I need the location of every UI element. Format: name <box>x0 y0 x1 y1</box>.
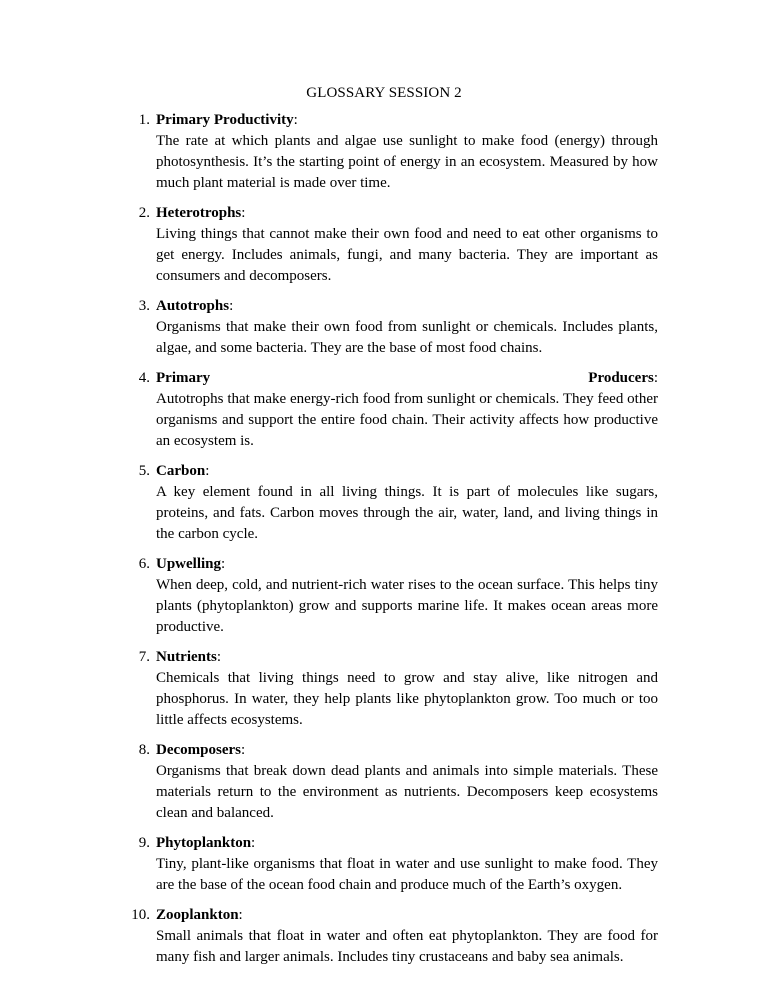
entry-number: 4. <box>138 370 150 386</box>
entry-colon: : <box>653 370 658 386</box>
entry-definition: Small animals that float in water and often eat phytoplankton. They are food for many fish and larger animals. Includes tiny crustaceans and baby sea animals. <box>156 928 658 965</box>
entry-term: Autotrophs <box>156 298 230 314</box>
entry-term: Carbon <box>156 463 206 479</box>
glossary-entry-primary-producers <box>0 368 768 452</box>
entry-colon: : <box>229 298 234 314</box>
glossary-entry-phytoplankton <box>0 833 768 896</box>
glossary-entry-nutrients <box>0 647 768 731</box>
entry-number: 6. <box>138 556 150 572</box>
entry-term: Nutrients <box>156 649 217 665</box>
entry-colon: : <box>238 907 243 923</box>
entry-number: 5. <box>138 463 150 479</box>
entry-term: Decomposers <box>156 742 241 758</box>
glossary-entry-decomposers <box>0 740 768 824</box>
entry-term: Primary Productivity <box>156 112 294 128</box>
glossary-entry-carbon <box>0 461 768 545</box>
entry-definition: The rate at which plants and algae use sunlight to make food (energy) through photosynthesis. It’s the starting point of energy in an ecosystem. Measured by how much plant material is made over time. <box>156 133 658 191</box>
entry-number: 10. <box>131 907 150 923</box>
entry-definition: When deep, cold, and nutrient-rich water rises to the ocean surface. This helps tiny plants (phytoplankton) grow and supports marine life. It makes ocean areas more productive. <box>156 577 658 635</box>
glossary-entry-heterotrophs <box>0 203 768 287</box>
entry-number: 8. <box>138 742 150 758</box>
entry-colon: : <box>241 205 246 221</box>
entry-number: 7. <box>138 649 150 665</box>
entry-colon: : <box>221 556 226 572</box>
glossary-entry-autotrophs <box>0 296 768 359</box>
entry-colon: : <box>205 463 210 479</box>
entry-number: 1. <box>138 112 150 128</box>
glossary-entry-primary-productivity <box>0 110 768 194</box>
entry-term: Upwelling <box>156 556 222 572</box>
glossary-entry-zooplankton <box>0 905 768 968</box>
entry-definition: A key element found in all living things. It is part of molecules like sugars, proteins, and fats. Carbon moves through the air, water, land, and living things in the carbon cycle. <box>156 484 658 542</box>
entry-colon: : <box>251 835 256 851</box>
entry-term: Zooplankton <box>156 907 239 923</box>
entry-definition: Tiny, plant-like organisms that float in water and use sunlight to make food. They are the base of the ocean food chain and produce much of the Earth’s oxygen. <box>156 856 658 893</box>
entry-colon: : <box>216 649 221 665</box>
entry-term-part1: Primary <box>156 370 211 386</box>
entry-definition: Living things that cannot make their own food and need to eat other organisms to get energy. Includes animals, fungi, and many bacteria. They are important as consumers and decomposers. <box>156 226 658 284</box>
entry-term-part2: Producers <box>588 370 654 386</box>
entry-number: 3. <box>138 298 150 314</box>
entry-definition: Organisms that make their own food from sunlight or chemicals. Includes plants, algae, and some bacteria. They are the base of most food chains. <box>156 319 658 356</box>
glossary-entry-upwelling <box>0 554 768 638</box>
entry-term: Phytoplankton <box>156 835 252 851</box>
entry-number: 2. <box>138 205 150 221</box>
entry-colon: : <box>240 742 246 758</box>
entry-number: 9. <box>138 835 150 851</box>
glossary-list <box>0 110 768 977</box>
entry-definition: Chemicals that living things need to grow and stay alive, like nitrogen and phosphorus. In water, they help plants like phytoplankton grow. Too much or too little affects ecosystems. <box>156 670 658 728</box>
entry-colon: : <box>293 112 298 128</box>
page-title: GLOSSARY SESSION 2 <box>306 85 462 101</box>
entry-definition: Organisms that break down dead plants and animals into simple materials. These materials return to the environment as nutrients. Decomposers keep ecosystems clean and balanced. <box>156 763 658 821</box>
entry-term: Heterotrophs <box>156 205 242 221</box>
entry-definition: Autotrophs that make energy-rich food from sunlight or chemicals. They feed other organisms and support the entire food chain. Their activity affects how productive an ecosystem is. <box>156 391 658 449</box>
